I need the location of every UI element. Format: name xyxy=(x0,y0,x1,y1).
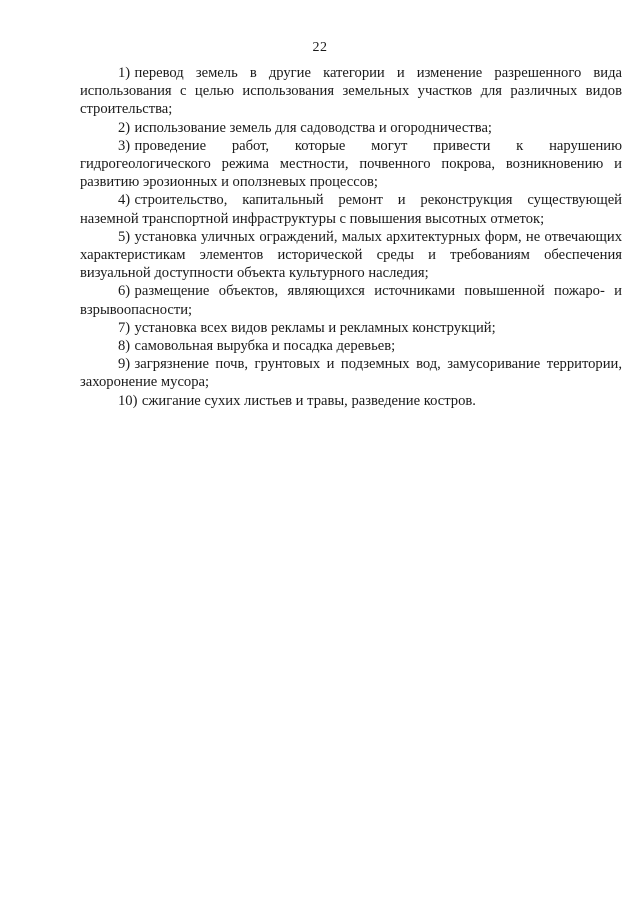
list-item xyxy=(80,228,622,283)
page-number: 22 xyxy=(312,40,328,55)
item-number: 8) xyxy=(118,338,131,355)
list-item xyxy=(80,355,622,391)
list-item xyxy=(80,282,622,318)
item-text: сжигание сухих листьев и травы, разведение костров. xyxy=(141,392,476,409)
item-text: установка всех видов рекламы и рекламных конструкций; xyxy=(134,319,496,336)
list-item xyxy=(80,119,622,137)
item-number: 7) xyxy=(118,319,131,336)
item-number: 1) xyxy=(118,65,131,81)
restrictions-list xyxy=(80,64,622,410)
item-text: установка уличных ограждений, малых архитектурных форм, не отвечающих характеристикам элементов исторической среды и требованиям обеспечения визуальной доступности объекта культурного наследия; xyxy=(80,228,622,282)
item-number: 6) xyxy=(118,283,131,300)
item-text: проведение работ, которые могут привести к нарушению гидрогеологического режима местности, почвенного покрова, возникновению и развитию эрозионных и оползневых процессов; xyxy=(80,137,622,191)
list-item xyxy=(80,319,622,337)
item-text: использование земель для садоводства и огородничества; xyxy=(134,119,492,136)
list-item xyxy=(80,64,622,119)
item-text: самовольная вырубка и посадка деревьев; xyxy=(134,338,396,355)
item-number: 4) xyxy=(118,192,131,209)
item-text: загрязнение почв, грунтовых и подземных вод, замусоривание территории, захоронение мусора; xyxy=(80,356,622,391)
item-number: 5) xyxy=(118,228,131,245)
item-number: 2) xyxy=(118,119,131,136)
list-item xyxy=(80,191,622,227)
item-text: строительство, капитальный ремонт и реконструкция существующей наземной транспортной инфраструктуры с повышения высотных отметок; xyxy=(80,192,622,227)
list-item xyxy=(80,137,622,192)
list-item xyxy=(80,337,622,355)
item-number: 3) xyxy=(118,137,131,154)
list-item xyxy=(80,392,622,410)
item-text: размещение объектов, являющихся источниками повышенной пожаро- и взрывоопасности; xyxy=(80,283,622,318)
item-number: 9) xyxy=(118,356,131,373)
item-text: перевод земель в другие категории и изменение разрешенного вида использования с целью использования земельных участков для различных видов строительства; xyxy=(80,65,622,118)
item-number: 10) xyxy=(118,392,138,409)
